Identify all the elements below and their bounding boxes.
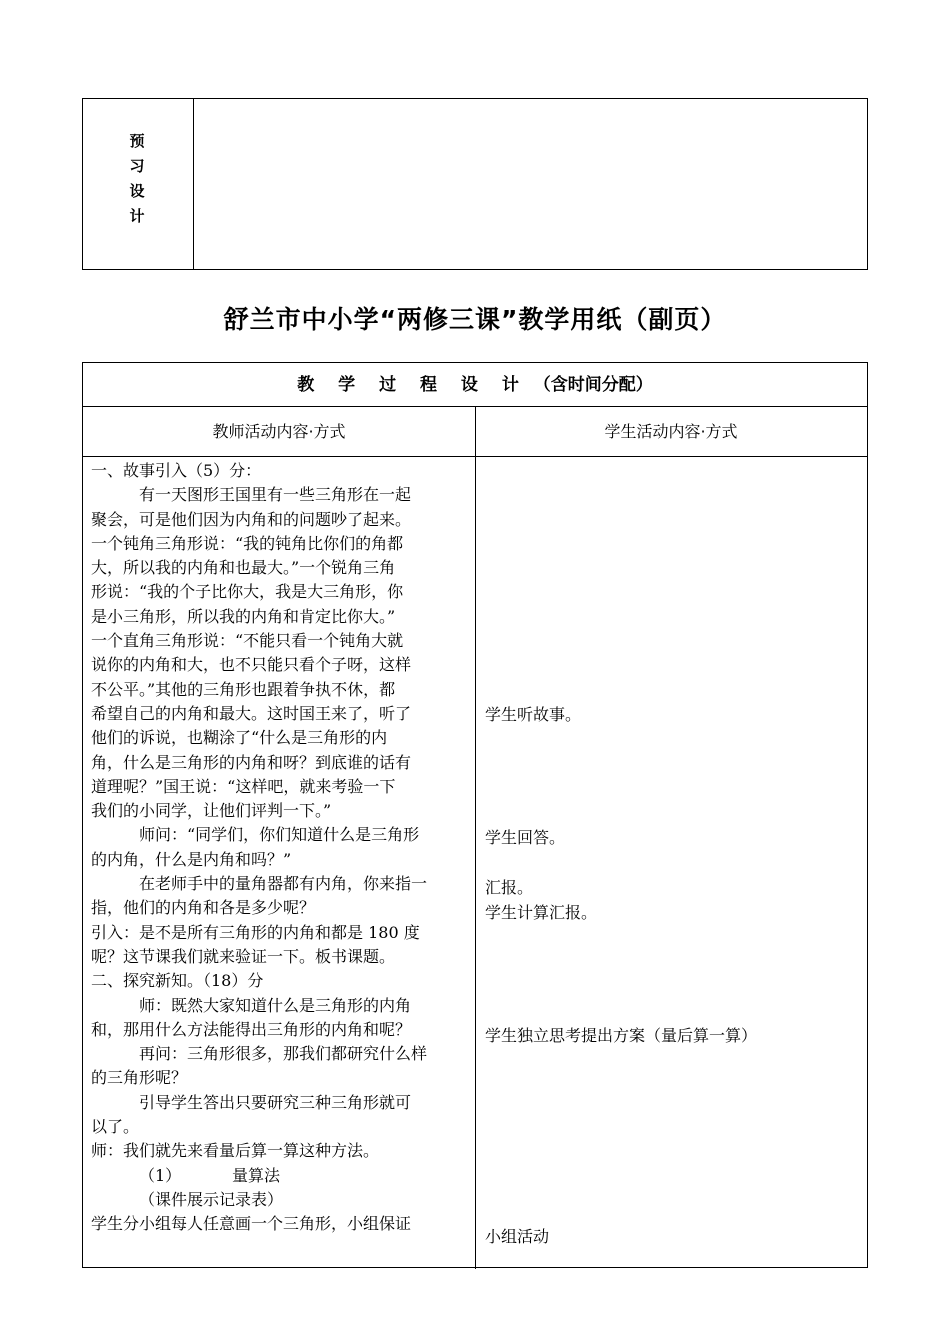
- teacher-line: 大，所以我的内角和也最大。”一个锐角三角: [91, 558, 396, 578]
- teacher-line: 希望自己的内角和最大。这时国王来了，听了: [91, 703, 412, 723]
- teacher-activity-column: [91, 459, 471, 1237]
- teacher-line: 道理呢？”国王说：“这样吧，就来考验一下: [91, 776, 396, 796]
- preview-label-char: 计: [129, 207, 145, 225]
- teacher-line: 我们的小同学，让他们评判一下。”: [91, 801, 332, 821]
- teacher-line: 不公平。”其他的三角形也跟着争执不休，都: [91, 679, 396, 699]
- teacher-line: （课件展示记录表）: [139, 1189, 284, 1209]
- teacher-line: 在老师手中的量角器都有内角，你来指一: [139, 874, 428, 894]
- table-header: [83, 363, 867, 407]
- teacher-line: 一个直角三角形说：“不能只看一个钝角大就: [91, 631, 404, 651]
- student-line: 小组活动: [485, 1227, 550, 1246]
- teacher-line: 说你的内角和大，也不只能只看个子呀，这样: [91, 655, 412, 675]
- student-line: 汇报。: [485, 878, 534, 897]
- teacher-line: 师：既然大家知道什么是三角形的内角: [139, 995, 412, 1015]
- teacher-line: 引入：是不是所有三角形的内角和都是 180 度: [91, 922, 420, 942]
- preview-label-char: 预: [129, 132, 145, 150]
- teacher-line: 一、故事引入（5）分：: [91, 461, 262, 480]
- page-title: 舒兰市中小学“两修三课”教学用纸（副页）: [223, 305, 727, 334]
- teacher-line: 师问：“同学们，你们知道什么是三角形: [139, 825, 420, 845]
- teacher-line: 再问：三角形很多，那我们都研究什么样: [139, 1044, 428, 1064]
- preview-label-cell: [83, 99, 194, 269]
- preview-label-char: 习: [129, 157, 145, 175]
- teacher-line: 学生分小组每人任意画一个三角形，小组保证: [91, 1214, 412, 1234]
- teacher-line: 二、探究新知。（18）分: [91, 971, 264, 991]
- teacher-line: 他们的诉说，也糊涂了“什么是三角形的内: [91, 728, 388, 748]
- student-line: 学生听故事。: [485, 705, 582, 724]
- teacher-line: 和，那用什么方法能得出三角形的内角和呢？: [91, 1019, 412, 1039]
- teacher-column-header: 教师活动内容·方式: [212, 422, 346, 441]
- table-header-note: （含时间分配）: [533, 375, 653, 395]
- table-header-title: 教 学 过 程 设 计: [297, 375, 528, 395]
- student-line: 学生计算汇报。: [485, 903, 598, 922]
- column-divider: [475, 407, 476, 1269]
- student-line: 学生独立思考提出方案（量后算一算）: [485, 1026, 758, 1045]
- teacher-line: 是小三角形，所以我的内角和肯定比你大。”: [91, 606, 396, 626]
- teacher-line: 引导学生答出只要研究三种三角形就可: [139, 1092, 412, 1112]
- preview-design-box: [82, 98, 868, 270]
- teacher-line: 师：我们就先来看量后算一算这种方法。: [91, 1141, 380, 1161]
- teacher-line: 以了。: [91, 1117, 140, 1137]
- teaching-process-table: [82, 362, 868, 1268]
- teacher-line: 的三角形呢？: [91, 1068, 188, 1088]
- teacher-line: 聚会，可是他们因为内角和的问题吵了起来。: [91, 509, 412, 529]
- student-line: 学生回答。: [485, 828, 566, 847]
- teacher-line: 形说：“我的个子比你大，我是大三角形，你: [91, 582, 404, 602]
- preview-label: [125, 129, 149, 229]
- teacher-line: 角，什么是三角形的内角和呀？到底谁的话有: [91, 752, 412, 772]
- teacher-line: （1） 量算法: [139, 1165, 281, 1185]
- teacher-line: 指，他们的内角和各是多少呢？: [91, 898, 316, 918]
- preview-label-char: 设: [129, 182, 145, 200]
- student-column-header: 学生活动内容·方式: [604, 422, 738, 441]
- teacher-line: 一个钝角三角形说：“我的钝角比你们的角都: [91, 533, 404, 553]
- teacher-line: 有一天图形王国里有一些三角形在一起: [139, 485, 412, 505]
- teacher-line: 呢？这节课我们就来验证一下。板书课题。: [91, 946, 396, 966]
- teacher-line: 的内角，什么是内角和吗？”: [91, 849, 292, 869]
